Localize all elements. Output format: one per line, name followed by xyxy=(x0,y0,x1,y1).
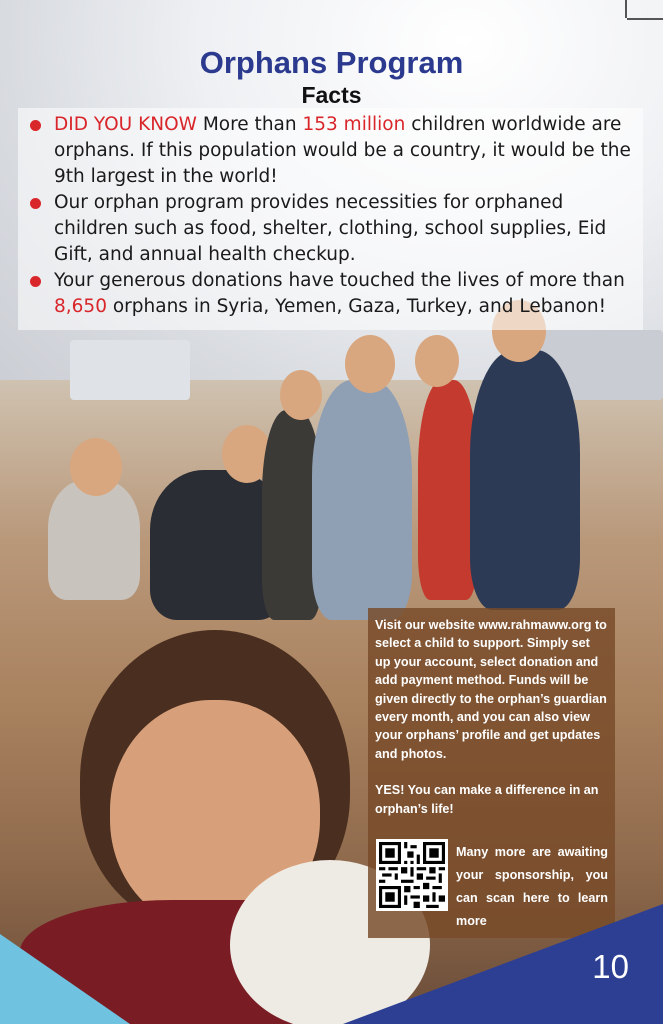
crop-mark xyxy=(625,0,627,18)
child-figure xyxy=(418,380,478,600)
info-paragraph: Visit our website www.rahmaww.org to select a child to support. Simply set up your account, select donation and add payment method. Funds will be given directly to the orphan’s guardian every month, and you can also view your orphans’ profile and get updates and photos. xyxy=(375,618,607,761)
bullet-icon xyxy=(30,276,41,287)
corner-decoration xyxy=(0,934,130,1024)
fact-item xyxy=(18,112,643,190)
qr-code-icon[interactable] xyxy=(376,839,448,911)
info-box xyxy=(368,608,615,938)
fact-highlight: DID YOU KNOW xyxy=(54,114,197,135)
page-header xyxy=(0,44,663,108)
facts-list xyxy=(18,108,643,330)
page-title: Orphans Program xyxy=(199,45,464,80)
page-number: 10 xyxy=(592,948,629,985)
fact-number: 8,650 xyxy=(54,296,107,317)
fact-text: Your generous donations have touched the lives of more than xyxy=(54,270,625,291)
fact-number: 153 million xyxy=(302,114,406,135)
fact-text: Our orphan program provides necessities for orphaned children such as food, shelter, clothing, school supplies, Eid Gift, and annual health checkup. xyxy=(54,192,607,265)
fact-text: More than xyxy=(196,114,303,135)
tent xyxy=(70,340,190,400)
child-head xyxy=(70,438,122,496)
bullet-icon xyxy=(30,120,41,131)
qr-caption: Many more are awaiting your sponsorship, you can scan here to learn more xyxy=(456,845,608,928)
child-figure xyxy=(312,380,412,620)
child-head xyxy=(280,370,322,420)
qr-section xyxy=(376,839,608,928)
fact-item xyxy=(18,268,643,320)
child-figure xyxy=(470,350,580,610)
info-cta: YES! You can make a difference in an orphan’s life! xyxy=(375,783,599,816)
fact-item xyxy=(18,190,643,268)
fact-text: children worldwide are orphans. If this population would be a country, it would be the 9th largest in the world! xyxy=(54,114,631,187)
child-head xyxy=(415,335,459,387)
fact-text: orphans in Syria, Yemen, Gaza, Turkey, and Lebanon! xyxy=(106,296,606,317)
child-figure xyxy=(48,480,140,600)
child-head xyxy=(345,335,395,393)
crop-mark xyxy=(627,18,663,20)
page-subtitle: Facts xyxy=(301,82,362,108)
bullet-icon xyxy=(30,198,41,209)
